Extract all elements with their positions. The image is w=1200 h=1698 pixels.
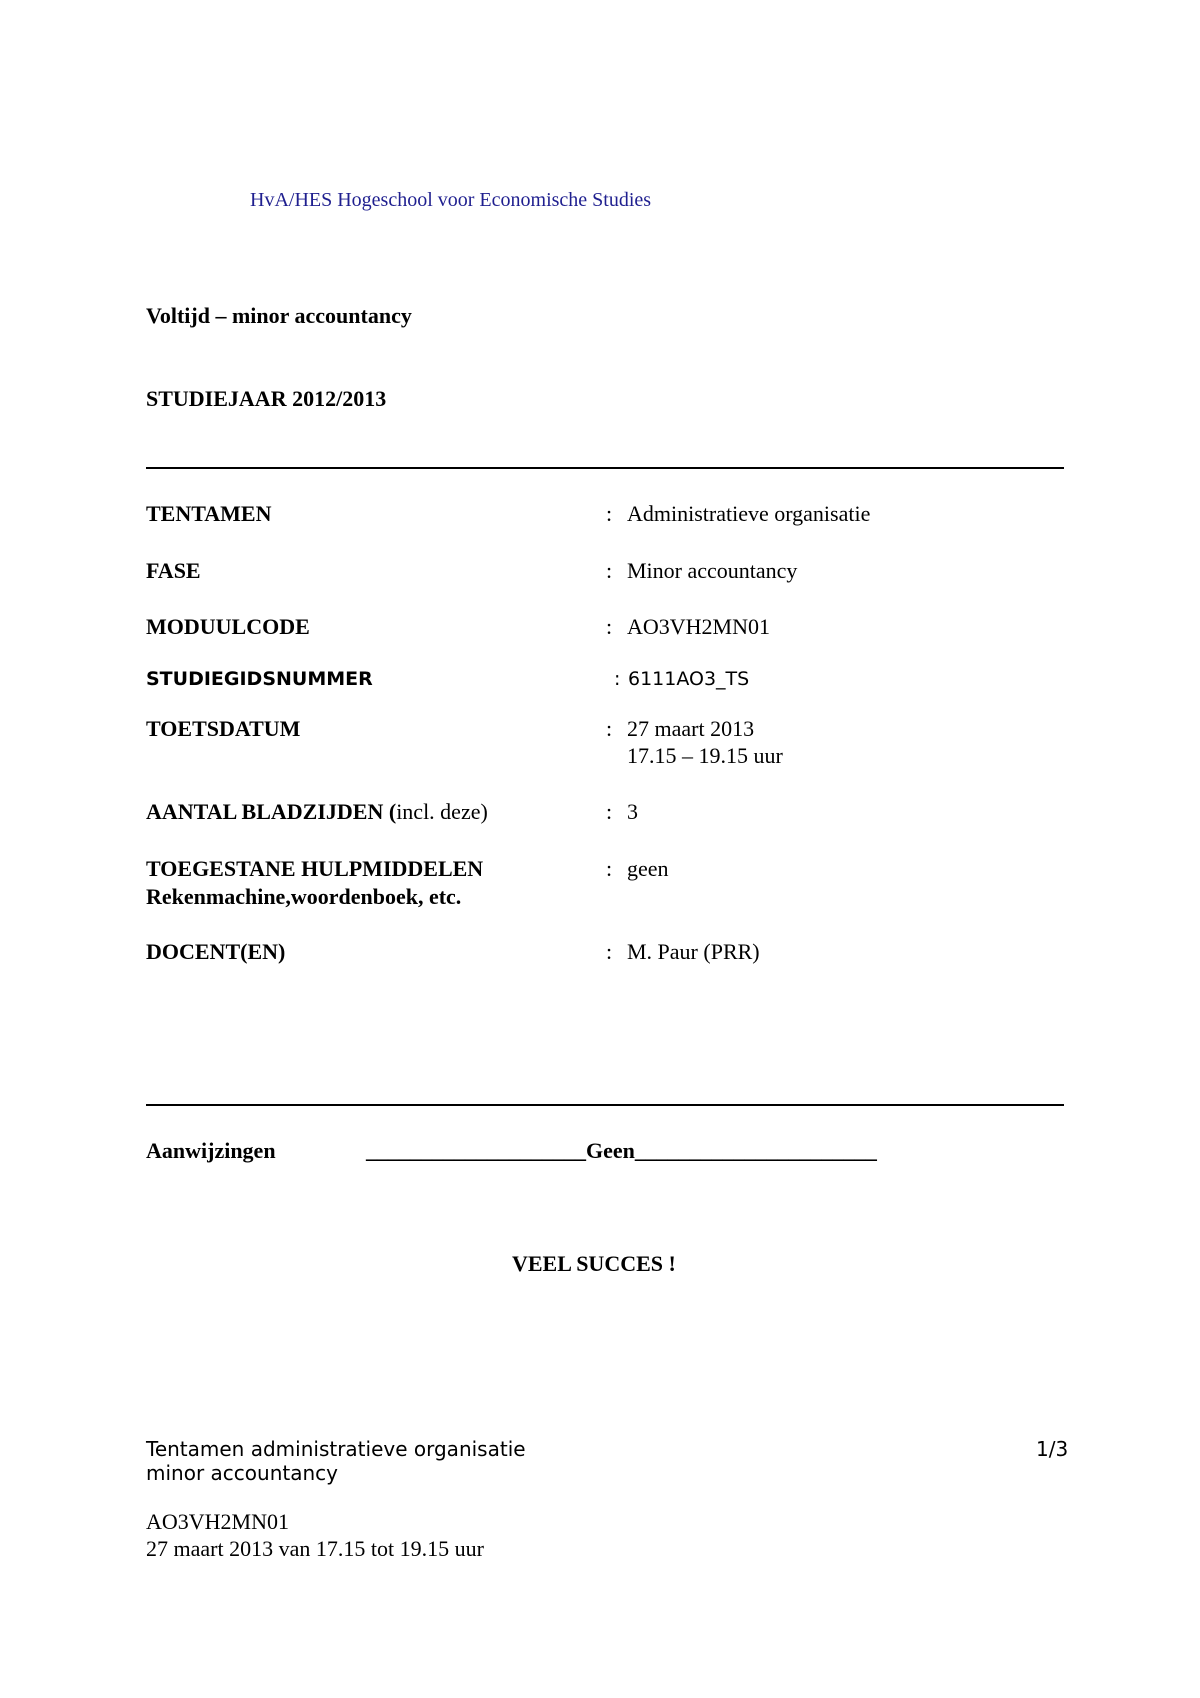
- tentamen-colon: :: [606, 501, 613, 526]
- toetsdatum-time: 17.15 – 19.15 uur: [627, 743, 783, 768]
- toetsdatum-colon: :: [606, 716, 613, 741]
- bladzijden-label-note: incl. deze): [396, 799, 488, 824]
- tentamen-label: TENTAMEN: [146, 501, 272, 526]
- bladzijden-label-main: AANTAL BLADZIJDEN (: [146, 799, 397, 824]
- docent-colon: :: [606, 939, 613, 964]
- studiegids-colon: :: [614, 668, 621, 690]
- fase-value: Minor accountancy: [627, 558, 798, 583]
- hulpmiddelen-sublabel: Rekenmachine,woordenboek, etc.: [146, 884, 462, 909]
- hulpmiddelen-value: geen: [627, 856, 669, 881]
- closing-message: VEEL SUCCES !: [512, 1251, 676, 1276]
- program-title: Voltijd – minor accountancy: [146, 303, 412, 328]
- tentamen-value: Administratieve organisatie: [627, 501, 871, 526]
- docent-label: DOCENT(EN): [146, 939, 286, 964]
- institution-name: HvA/HES Hogeschool voor Economische Studies: [250, 189, 652, 211]
- footer-title: Tentamen administratieve organisatie: [146, 1437, 526, 1461]
- study-year: STUDIEJAAR 2012/2013: [146, 386, 387, 411]
- toetsdatum-label: TOETSDATUM: [146, 716, 301, 741]
- instructions-value: ____________________Geen______________________: [366, 1138, 877, 1163]
- page-number: 1/3: [1036, 1437, 1069, 1461]
- hulpmiddelen-colon: :: [606, 856, 613, 881]
- footer-date: 27 maart 2013 van 17.15 tot 19.15 uur: [146, 1536, 484, 1561]
- bladzijden-label: [146, 799, 488, 825]
- studiegids-value: 6111AO3_TS: [628, 668, 750, 690]
- bladzijden-colon: :: [606, 799, 613, 824]
- fase-label: FASE: [146, 558, 201, 583]
- studiegids-label: STUDIEGIDSNUMMER: [146, 668, 373, 690]
- moduulcode-label: MODUULCODE: [146, 614, 310, 639]
- footer-code: AO3VH2MN01: [146, 1509, 289, 1534]
- footer-subtitle: minor accountancy: [146, 1461, 338, 1485]
- instructions-label: Aanwijzingen: [146, 1138, 276, 1163]
- fase-colon: :: [606, 558, 613, 583]
- moduulcode-colon: :: [606, 614, 613, 639]
- hulpmiddelen-label: TOEGESTANE HULPMIDDELEN: [146, 856, 484, 881]
- docent-value: M. Paur (PRR): [627, 939, 760, 964]
- toetsdatum-date: 27 maart 2013: [627, 716, 755, 741]
- top-divider: [146, 467, 1064, 469]
- bladzijden-value: 3: [627, 799, 638, 824]
- moduulcode-value: AO3VH2MN01: [627, 614, 770, 639]
- bottom-divider: [146, 1104, 1064, 1106]
